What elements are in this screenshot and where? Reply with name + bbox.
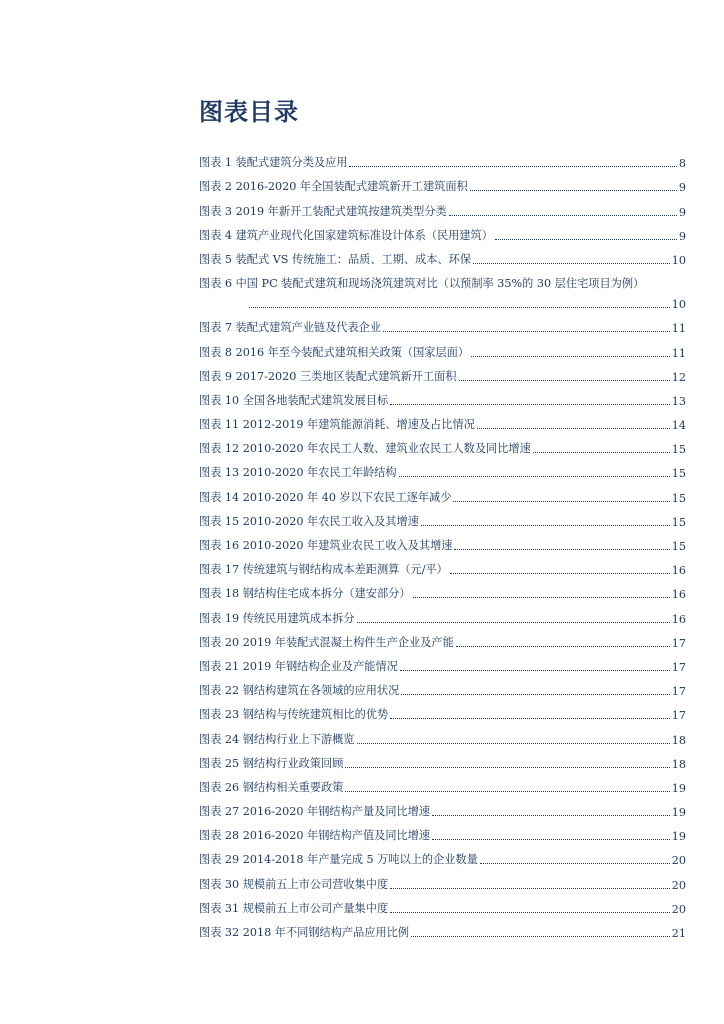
toc-entry[interactable] — [199, 626, 686, 650]
toc-entry-page: 10 — [671, 253, 686, 267]
toc-entry[interactable] — [199, 747, 686, 771]
dot-leader — [401, 694, 669, 695]
toc-entry[interactable] — [199, 674, 686, 698]
toc-entry-label: 图表 19 传统民用建筑成本拆分 — [199, 611, 355, 625]
toc-entry-page: 14 — [671, 419, 686, 433]
toc-entry-page: 11 — [671, 322, 686, 336]
toc-entry-label: 图表 2 2016-2020 年全国装配式建筑新开工建筑面积 — [199, 180, 468, 194]
toc-entry-label: 图表 13 2010-2020 年农民工年龄结构 — [199, 466, 397, 480]
toc-entry[interactable] — [199, 194, 686, 218]
toc-entry[interactable] — [199, 335, 686, 359]
toc-entry[interactable] — [199, 219, 686, 243]
dot-leader — [432, 839, 670, 840]
toc-entry-label: 图表 22 钢结构建筑在各领域的应用状况 — [199, 684, 400, 698]
toc-entry[interactable] — [199, 170, 686, 194]
dot-leader — [459, 380, 670, 381]
toc-entry[interactable] — [199, 795, 686, 819]
toc-entry-label: 图表 23 钢结构与传统建筑相比的优势 — [199, 708, 389, 722]
toc-entry[interactable] — [199, 771, 686, 795]
toc-entry-page: 15 — [671, 467, 686, 481]
toc-entry-page: 18 — [671, 733, 686, 747]
dot-leader — [454, 549, 669, 550]
toc-entry-label: 图表 16 2010-2020 年建筑业农民工收入及其增速 — [199, 539, 453, 552]
toc-entry-page: 16 — [671, 612, 686, 626]
dot-leader — [471, 356, 670, 357]
toc-entry-page: 9 — [678, 181, 686, 195]
dot-leader — [495, 239, 677, 240]
toc-entry[interactable] — [199, 267, 686, 311]
toc-entry-page: 17 — [671, 660, 686, 674]
toc-entry[interactable] — [199, 243, 686, 267]
toc-entry[interactable] — [199, 480, 686, 504]
toc-entry[interactable] — [199, 529, 686, 553]
toc-entry[interactable] — [199, 311, 686, 335]
toc-entry-page: 18 — [671, 757, 686, 771]
toc-entry-label: 图表 1 装配式建筑分类及应用 — [199, 156, 348, 170]
toc-entry-label: 图表 8 2016 年至今装配式建筑相关政策（国家层面） — [199, 345, 470, 359]
page-title: 图表目录 — [199, 97, 299, 126]
toc-entry-page: 20 — [671, 878, 686, 892]
dot-leader — [357, 743, 670, 744]
toc-entry-page: 19 — [671, 830, 686, 844]
toc-entry-label: 图表 7 装配式建筑产业链及代表企业 — [199, 321, 382, 335]
dot-leader — [345, 791, 669, 792]
toc-entry-label: 图表 31 规模前五上市公司产量集中度 — [199, 901, 389, 915]
toc-entry[interactable] — [199, 408, 686, 432]
toc-entry-label: 图表 6 中国 PC 装配式建筑和现场浇筑建筑对比（以预制率 35%的 30 层住宅项目为例） — [199, 277, 645, 291]
toc-entry-page: 17 — [671, 709, 686, 723]
toc-entry-label: 图表 20 2019 年装配式混凝土构件生产企业及产能 — [199, 635, 454, 649]
toc-entry[interactable] — [199, 867, 686, 891]
toc-entry[interactable] — [199, 843, 686, 867]
toc-entry-label: 图表 11 2012-2019 年建筑能源消耗、增速及占比情况 — [199, 418, 475, 432]
toc-entry-page: 19 — [671, 806, 686, 820]
dot-leader — [473, 263, 670, 264]
toc-entry-label: 图表 25 钢结构行业政策回顾 — [199, 756, 344, 770]
dot-leader — [450, 573, 670, 574]
toc-entry[interactable] — [199, 146, 686, 170]
dot-leader — [477, 428, 670, 429]
dot-leader — [449, 215, 677, 216]
toc-entry-label: 图表 17 传统建筑与钢结构成本差距测算（元/平） — [199, 563, 448, 577]
dot-leader — [421, 525, 670, 526]
toc-entry-page: 17 — [671, 685, 686, 699]
toc-entry[interactable] — [199, 384, 686, 408]
toc-entry-page: 16 — [671, 588, 686, 602]
toc-entry[interactable] — [199, 505, 686, 529]
toc-entry-page: 15 — [671, 443, 686, 457]
dot-leader — [432, 815, 670, 816]
toc-entry-label: 图表 29 2014-2018 年产量完成 5 万吨以上的企业数量 — [199, 853, 478, 867]
toc-entry-label: 图表 14 2010-2020 年 40 岁以下农民工逐年减少 — [199, 490, 452, 504]
toc-entry-page: 20 — [671, 854, 686, 868]
toc-entry-label: 图表 3 2019 年新开工装配式建筑按建筑类型分类 — [199, 204, 447, 218]
toc-entry-page: 9 — [678, 205, 686, 219]
toc-entry-page: 10 — [671, 298, 686, 312]
toc-entry-page: 8 — [678, 157, 686, 171]
dot-leader — [349, 166, 676, 167]
dot-leader — [411, 936, 670, 937]
toc-entry-label: 图表 21 2019 年钢结构企业及产能情况 — [199, 659, 398, 673]
dot-leader — [390, 912, 670, 913]
toc-entry-page: 17 — [671, 636, 686, 650]
toc-entry[interactable] — [199, 698, 686, 722]
toc-entry[interactable] — [199, 360, 686, 384]
toc-entry-page: 12 — [671, 370, 686, 384]
dot-leader — [533, 452, 670, 453]
toc-entry[interactable] — [199, 892, 686, 916]
toc-entry-page: 16 — [671, 564, 686, 578]
dot-leader — [399, 476, 670, 477]
toc-entry-label: 图表 24 钢结构行业上下游概览 — [199, 732, 355, 746]
toc-entry-page: 13 — [671, 394, 686, 408]
toc-entry-label: 图表 30 规模前五上市公司营收集中度 — [199, 877, 389, 891]
toc-entry-label: 图表 27 2016-2020 年钢结构产量及同比增速 — [199, 805, 431, 819]
toc-entry-label: 图表 32 2018 年不同钢结构产品应用比例 — [199, 926, 410, 939]
toc-entry-label: 图表 9 2017-2020 三类地区装配式建筑新开工面积 — [199, 369, 457, 383]
toc-entry-page: 19 — [671, 781, 686, 795]
dot-leader — [400, 670, 670, 671]
toc-entry-label: 图表 26 钢结构相关重要政策 — [199, 780, 344, 794]
figure-list — [199, 146, 686, 940]
toc-entry-label: 图表 28 2016-2020 年钢结构产值及同比增速 — [199, 829, 431, 843]
dot-leader — [383, 331, 670, 332]
toc-entry-label: 图表 15 2010-2020 年农民工收入及其增速 — [199, 514, 419, 528]
dot-leader — [345, 767, 669, 768]
toc-entry-page: 15 — [671, 515, 686, 529]
dot-leader — [470, 190, 677, 191]
dot-leader — [453, 501, 669, 502]
toc-entry[interactable] — [199, 577, 686, 601]
dot-leader — [390, 888, 670, 889]
toc-entry-page: 11 — [671, 346, 686, 360]
toc-entry[interactable] — [199, 916, 686, 940]
dot-leader — [390, 718, 670, 719]
toc-entry-label: 图表 10 全国各地装配式建筑发展目标 — [199, 393, 389, 407]
dot-leader — [456, 646, 670, 647]
toc-entry-page: 9 — [678, 229, 686, 243]
toc-entry[interactable] — [199, 601, 686, 625]
toc-entry[interactable] — [199, 553, 686, 577]
toc-entry-label: 图表 4 建筑产业现代化国家建筑标准设计体系（民用建筑） — [199, 228, 493, 242]
dot-leader — [390, 404, 670, 405]
toc-entry-label: 图表 18 钢结构住宅成本拆分（建安部分） — [199, 587, 411, 601]
toc-entry-page: 15 — [671, 540, 686, 553]
toc-entry[interactable] — [199, 650, 686, 674]
toc-entry-page: 21 — [671, 927, 686, 940]
dot-leader — [480, 863, 670, 864]
dot-leader — [249, 307, 670, 308]
toc-entry[interactable] — [199, 722, 686, 746]
dot-leader — [413, 597, 670, 598]
toc-entry-label: 图表 5 装配式 VS 传统施工：品质、工期、成本、环保 — [199, 252, 472, 266]
toc-entry-label: 图表 12 2010-2020 年农民工人数、建筑业农民工人数及同比增速 — [199, 442, 531, 456]
toc-entry[interactable] — [199, 432, 686, 456]
toc-entry[interactable] — [199, 456, 686, 480]
toc-entry-page: 15 — [671, 491, 686, 505]
dot-leader — [357, 622, 670, 623]
toc-entry[interactable] — [199, 819, 686, 843]
toc-entry-page: 20 — [671, 902, 686, 916]
